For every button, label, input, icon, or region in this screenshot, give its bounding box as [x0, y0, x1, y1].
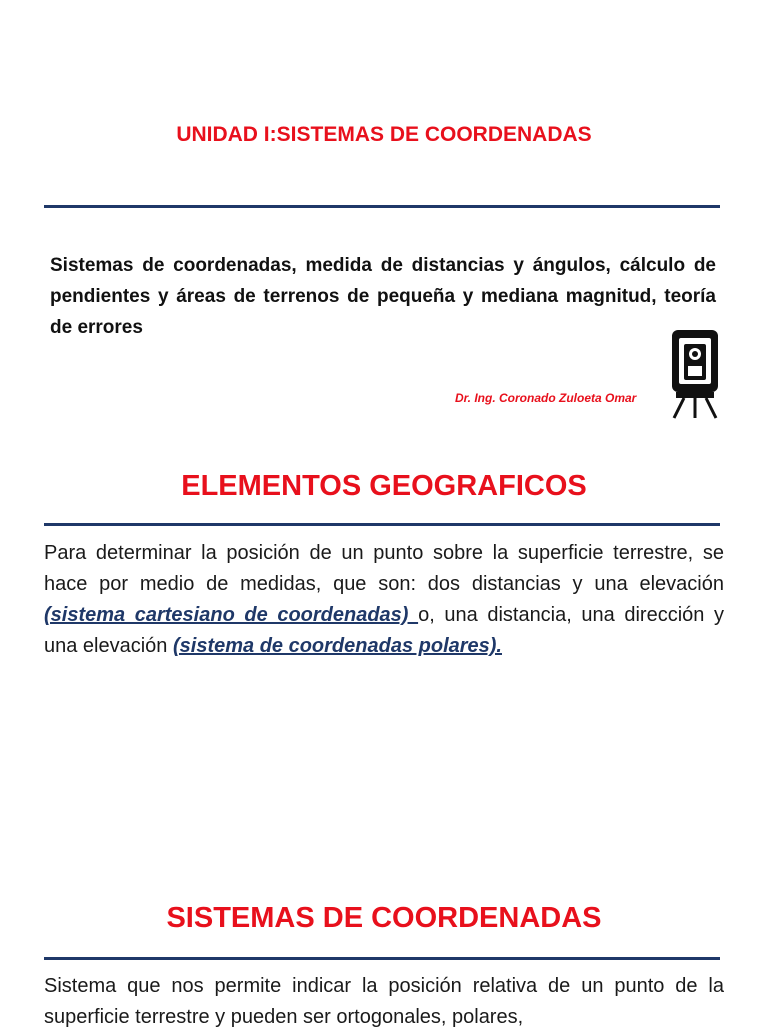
- author-credit: Dr. Ing. Coronado Zuloeta Omar: [455, 391, 637, 405]
- total-station-icon: [662, 326, 730, 420]
- section1-text-b: o, una distancia, una dirección y una elevación: [44, 604, 725, 657]
- unit-title: UNIDAD I:SISTEMAS DE COORDENADAS: [176, 123, 592, 146]
- section1-divider: [44, 523, 720, 526]
- section1-text-a: Para determinar la posición de un punto sobre la superficie terrestre, se hace por medio de medidas, que son: dos distancias y una elevación: [44, 542, 724, 595]
- title-divider: [44, 205, 720, 208]
- cartesian-link[interactable]: (sistema cartesiano de coordenadas): [44, 604, 419, 626]
- section-heading-elementos: ELEMENTOS GEOGRAFICOS: [181, 470, 587, 502]
- section2-paragraph: Sistema que nos permite indicar la posición relativa de un punto de la superficie terrestre y pueden ser ortogonales, polares,: [44, 975, 724, 1028]
- section1-paragraph: [44, 538, 724, 662]
- polar-link[interactable]: (sistema de coordenadas polares).: [172, 635, 502, 657]
- section2-divider: [44, 957, 720, 960]
- section-heading-sistemas: SISTEMAS DE COORDENADAS: [166, 902, 602, 934]
- intro-paragraph: Sistemas de coordenadas, medida de distancias y ángulos, cálculo de pendientes y áreas de terrenos de pequeña y mediana magnitud, teoría de errores: [50, 255, 716, 338]
